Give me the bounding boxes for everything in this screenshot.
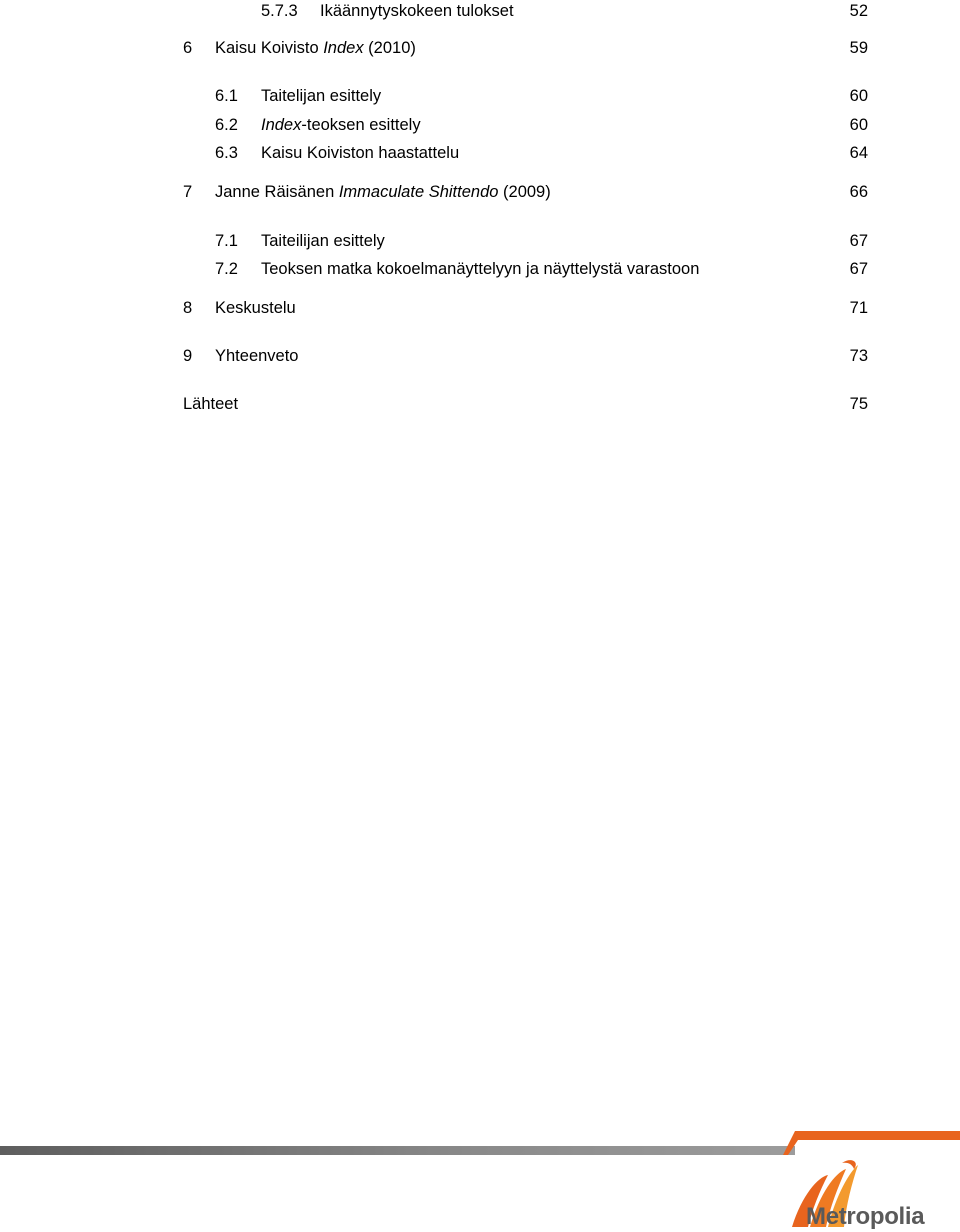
toc-number: 6 xyxy=(183,39,193,57)
toc-page: 52 xyxy=(849,2,868,20)
toc-page: 60 xyxy=(849,116,868,134)
toc-title: Ikäännytyskokeen tulokset xyxy=(320,2,514,20)
toc-title: Teoksen matka kokoelmanäyttelyyn ja näyttelystä varastoon xyxy=(261,260,700,278)
metropolia-wordmark: Metropolia xyxy=(806,1203,925,1230)
toc-page: 67 xyxy=(849,232,868,250)
toc-title: Lähteet xyxy=(183,395,239,413)
toc-title: Kaisu Koiviston haastattelu xyxy=(261,144,460,162)
toc-title-text: Janne Räisänen xyxy=(215,183,339,201)
toc-number: 6.2 xyxy=(215,116,238,134)
toc-title: Taitelijan esittely xyxy=(261,87,382,105)
toc-title: Yhteenveto xyxy=(215,347,299,365)
toc-number: 7.2 xyxy=(215,260,238,278)
toc-number: 8 xyxy=(183,299,193,317)
toc-page: 64 xyxy=(849,144,868,162)
toc-title-italic: Immaculate Shittendo xyxy=(338,183,499,201)
toc-page: 60 xyxy=(849,87,868,105)
toc-title: Taiteilijan esittely xyxy=(261,232,385,250)
toc-number: 6.1 xyxy=(215,87,238,105)
toc-page: 75 xyxy=(849,395,868,413)
toc-title-text: (2010) xyxy=(363,39,416,57)
toc-title-text: Kaisu Koivisto xyxy=(215,39,324,57)
toc-page: 71 xyxy=(849,299,868,317)
toc-page: 73 xyxy=(849,347,868,365)
toc-page: 66 xyxy=(849,183,868,201)
toc-page: 67 xyxy=(849,260,868,278)
toc-number: 9 xyxy=(183,347,193,365)
toc-title-text: -teoksen esittely xyxy=(301,116,421,134)
toc-title: Keskustelu xyxy=(215,299,296,317)
toc-title-italic: Index xyxy=(261,116,302,134)
toc-number: 7 xyxy=(183,183,193,201)
toc-number: 6.3 xyxy=(215,144,238,162)
toc-page: 59 xyxy=(849,39,868,57)
toc-number: 5.7.3 xyxy=(261,2,298,20)
toc-number: 7.1 xyxy=(215,232,238,250)
toc-title-text: (2009) xyxy=(498,183,551,201)
toc-title-italic: Index xyxy=(323,39,364,57)
